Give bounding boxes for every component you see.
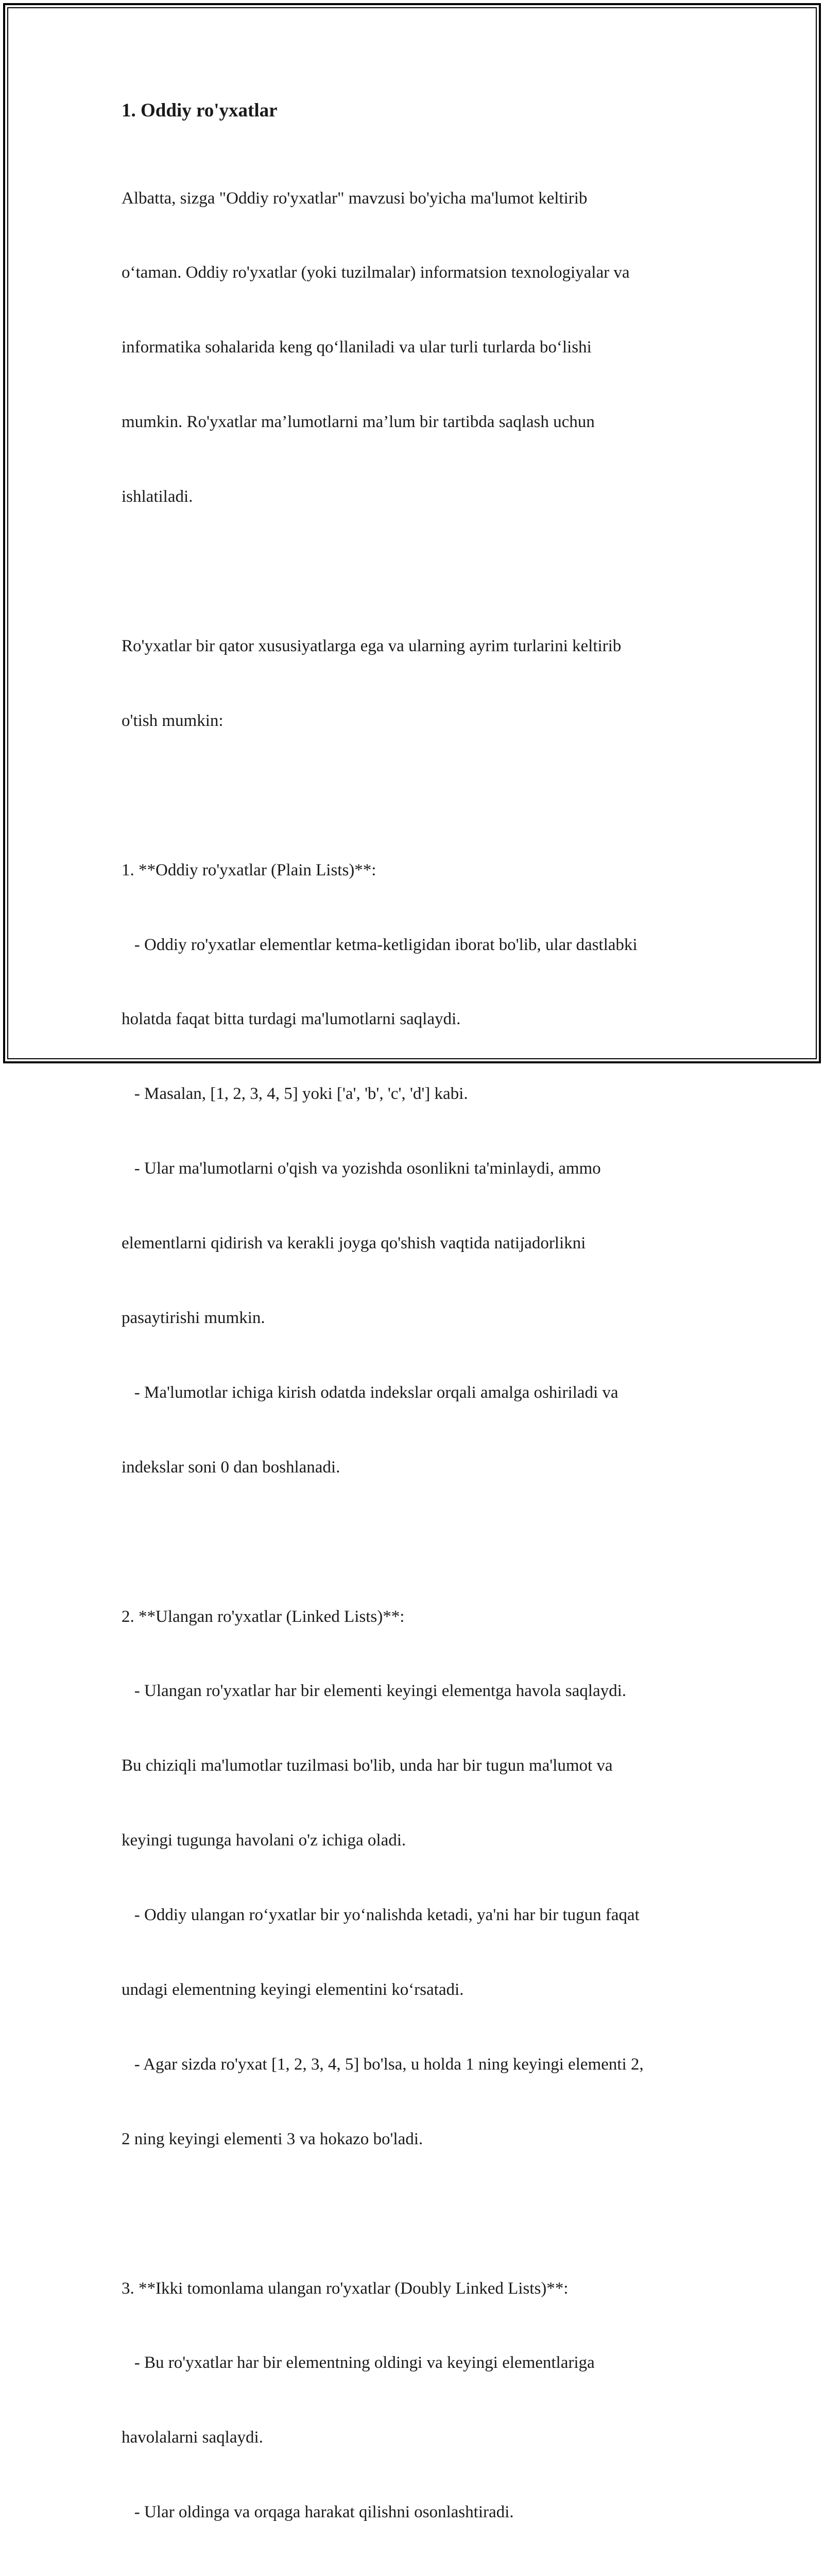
text-line: - Ular ma'lumotlarni o'qish va yozishda osonlikni ta'minlaydi, ammo	[122, 1159, 601, 1178]
text-line: - Oddiy ulangan ro‘yxatlar bir yo‘nalishda ketadi, ya'ni har bir tugun faqat	[122, 1906, 640, 1925]
blank-line	[122, 559, 719, 584]
text-line: keyingi tugunga havolani o'z ichiga oladi.	[122, 1831, 406, 1850]
text-line: pasaytirishi mumkin.	[122, 1308, 265, 1327]
text-line: - Oddiy ro'yxatlar elementlar ketma-ketligidan iborat bo'lib, ular dastlabki	[122, 935, 638, 954]
text-line: Ro'yxatlar bir qator xususiyatlarga ega va ularning ayrim turlarini keltirib	[122, 636, 622, 655]
text-line: - Agar sizda ro'yxat [1, 2, 3, 4, 5] bo'lsa, u holda 1 ning keyingi elementi 2,	[122, 2055, 644, 2074]
blank-line	[122, 783, 719, 808]
text-line: holatda faqat bitta turdagi ma'lumotlarni saqlaydi.	[122, 1010, 461, 1029]
document-title: 1. Oddiy ro'yxatlar	[122, 100, 278, 121]
blank-line	[122, 1530, 719, 1554]
document-body	[122, 136, 719, 2576]
text-line: havolalarni saqlaydi.	[122, 2428, 263, 2447]
text-line: Bu chiziqli ma'lumotlar tuzilmasi bo'lib, unda har bir tugun ma'lumot va	[122, 1756, 613, 1775]
text-line: informatika sohalarida keng qo‘llaniladi va ular turli turlarda bo‘lishi	[122, 338, 592, 357]
list-heading: 3. **Ikki tomonlama ulangan ro'yxatlar (Doubly Linked Lists)**:	[122, 2279, 569, 2298]
text-line: 2 ning keyingi elementi 3 va hokazo bo'ladi.	[122, 2129, 423, 2148]
text-line: ishlatiladi.	[122, 487, 193, 506]
text-line: mumkin. Ro'yxatlar ma’lumotlarni ma’lum bir tartibda saqlash uchun	[122, 413, 595, 432]
text-line: o'tish mumkin:	[122, 711, 224, 730]
text-line: - Bu ro'yxatlar har bir elementning oldingi va keyingi elementlariga	[122, 2353, 595, 2372]
text-line: undagi elementning keyingi elementini ko‘rsatadi.	[122, 1980, 464, 1999]
text-line: - Ma'lumotlar ichiga kirish odatda indekslar orqali amalga oshiriladi va	[122, 1383, 619, 1402]
text-line: - Ulangan ro'yxatlar har bir elementi keyingi elementga havola saqlaydi.	[122, 1682, 627, 1701]
document-page	[122, 97, 719, 2576]
text-line: elementlarni qidirish va kerakli joyga qo'shish vaqtida natijadorlikni	[122, 1234, 586, 1253]
blank-line	[122, 2201, 719, 2226]
text-line: indekslar soni 0 dan boshlanadi.	[122, 1458, 340, 1477]
list-heading: 1. **Oddiy ro'yxatlar (Plain Lists)**:	[122, 860, 376, 879]
text-line: - Ular oldinga va orqaga harakat qilishni osonlashtiradi.	[122, 2503, 514, 2522]
text-line: - Masalan, [1, 2, 3, 4, 5] yoki ['a', 'b', 'c', 'd'] kabi.	[122, 1084, 468, 1104]
list-heading: 2. **Ulangan ro'yxatlar (Linked Lists)**:	[122, 1607, 405, 1626]
text-line: o‘taman. Oddiy ro'yxatlar (yoki tuzilmalar) informatsion texnologiyalar va	[122, 263, 630, 282]
text-line: Albatta, sizga "Oddiy ro'yxatlar" mavzusi bo'yicha ma'lumot keltirib	[122, 189, 588, 208]
